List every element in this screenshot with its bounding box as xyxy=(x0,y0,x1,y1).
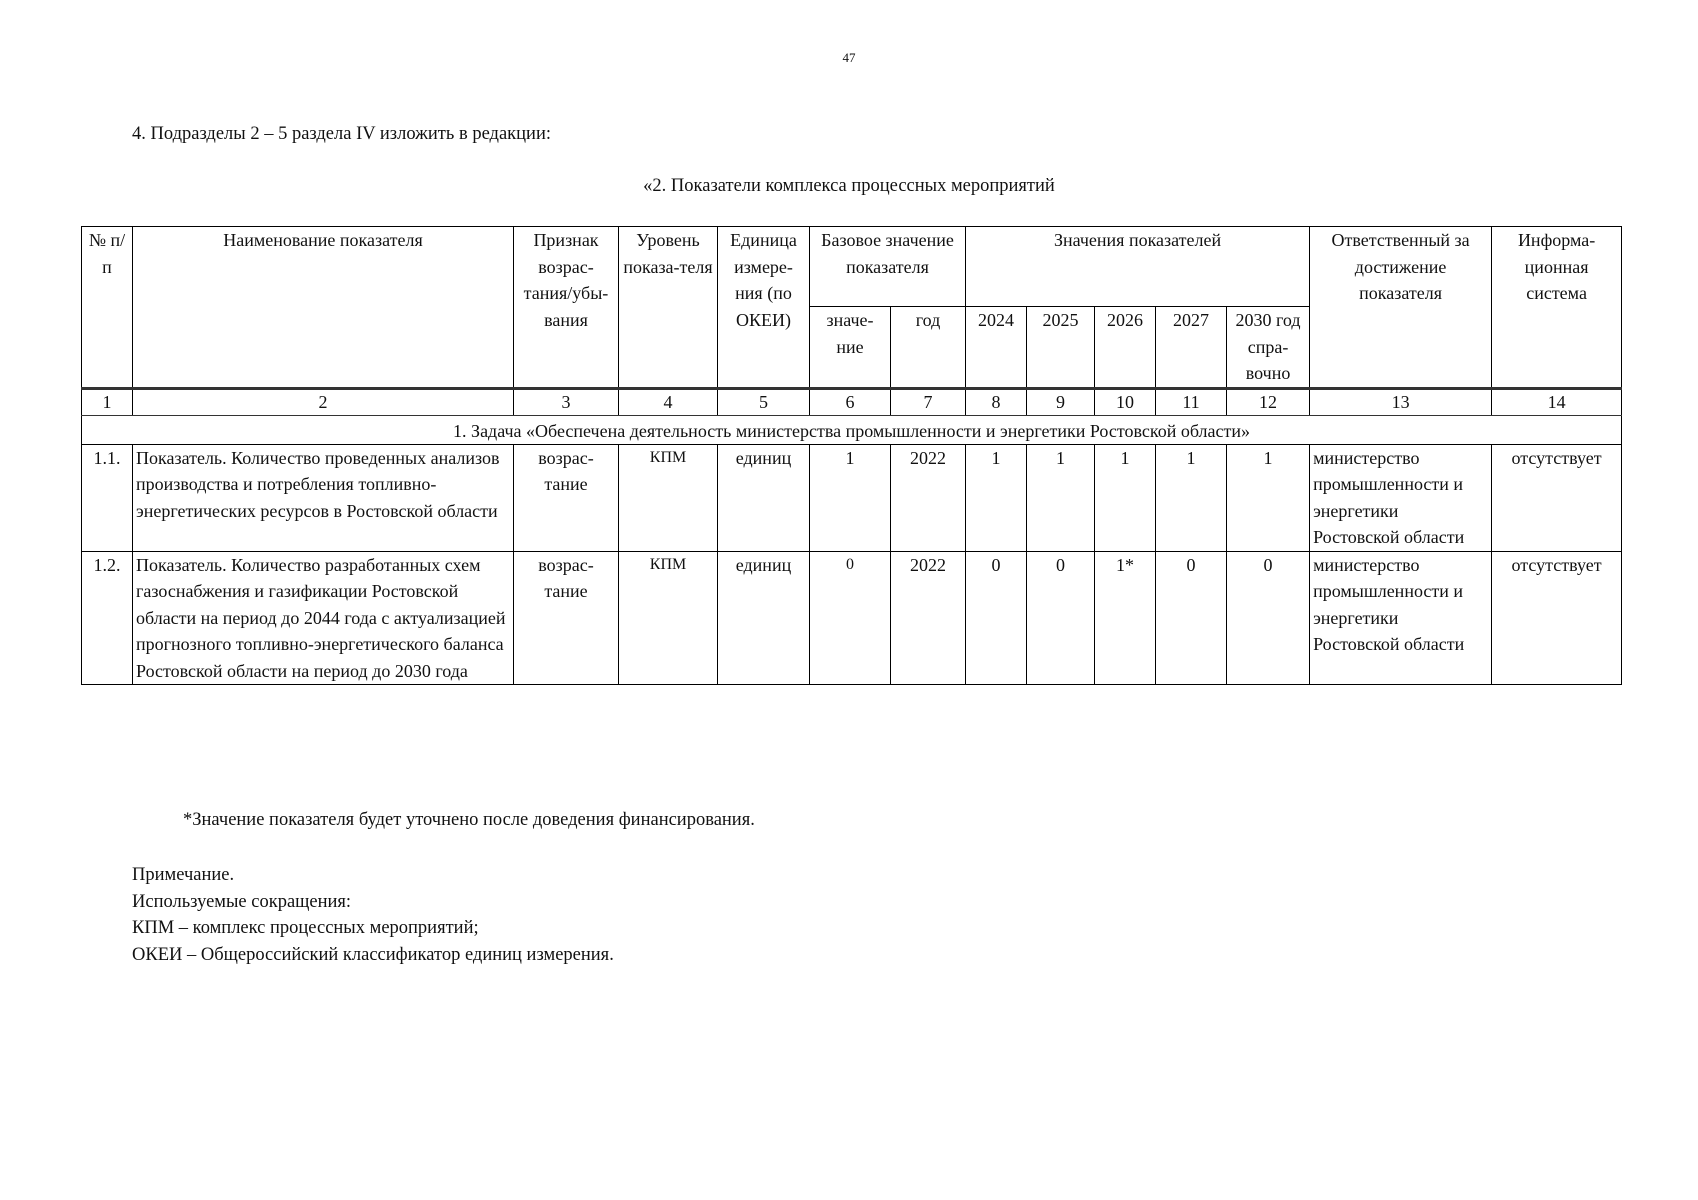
row-num: 1.2. xyxy=(82,551,133,685)
row-base-year: 2022 xyxy=(891,551,966,685)
header-year-2026: 2026 xyxy=(1095,307,1156,389)
header-values: Значения показателей xyxy=(966,227,1310,307)
row-sign: возрас-тание xyxy=(514,444,619,551)
footnote: *Значение показателя будет уточнено после доведения финансирования. xyxy=(183,810,755,830)
header-base-year: год xyxy=(891,307,966,389)
row-level: КПМ xyxy=(619,444,718,551)
header-year-2027: 2027 xyxy=(1156,307,1227,389)
column-number: 5 xyxy=(718,388,810,415)
row-value-2026: 1* xyxy=(1095,551,1156,685)
row-value-2024: 1 xyxy=(966,444,1027,551)
intro-paragraph: 4. Подразделы 2 – 5 раздела IV изложить в редакции: xyxy=(132,124,551,144)
column-number: 14 xyxy=(1492,388,1622,415)
note-line: ОКЕИ – Общероссийский классификатор единиц измерения. xyxy=(132,944,614,965)
header-level: Уровень показа-теля xyxy=(619,227,718,389)
row-value-2027: 0 xyxy=(1156,551,1227,685)
row-info-system: отсутствует xyxy=(1492,551,1622,685)
row-base-year: 2022 xyxy=(891,444,966,551)
header-year-2025: 2025 xyxy=(1027,307,1095,389)
row-value-2026: 1 xyxy=(1095,444,1156,551)
column-number: 11 xyxy=(1156,388,1227,415)
header-row-1 xyxy=(82,227,1622,307)
row-unit: единиц xyxy=(718,444,810,551)
row-responsible: министерство промышленности и энергетики Ростовской области xyxy=(1310,551,1492,685)
header-year-2030: 2030 год спра-вочно xyxy=(1227,307,1310,389)
row-value-2025: 0 xyxy=(1027,551,1095,685)
column-number: 12 xyxy=(1227,388,1310,415)
column-number: 7 xyxy=(891,388,966,415)
task-title: 1. Задача «Обеспечена деятельность министерства промышленности и энергетики Ростовской области» xyxy=(82,415,1622,444)
table-row xyxy=(82,444,1622,551)
column-number: 4 xyxy=(619,388,718,415)
row-responsible: министерство промышленности и энергетики Ростовской области xyxy=(1310,444,1492,551)
header-unit: Единица измере-ния (по ОКЕИ) xyxy=(718,227,810,389)
column-number: 13 xyxy=(1310,388,1492,415)
row-value-2024: 0 xyxy=(966,551,1027,685)
row-info-system: отсутствует xyxy=(1492,444,1622,551)
column-number: 9 xyxy=(1027,388,1095,415)
row-unit: единиц xyxy=(718,551,810,685)
row-num: 1.1. xyxy=(82,444,133,551)
indicators-table xyxy=(81,226,1622,685)
header-sign: Признак возрас-тания/убы-вания xyxy=(514,227,619,389)
column-number: 8 xyxy=(966,388,1027,415)
header-base: Базовое значение показателя xyxy=(810,227,966,307)
note-line: КПМ – комплекс процессных мероприятий; xyxy=(132,918,479,938)
column-number: 1 xyxy=(82,388,133,415)
header-num: № п/п xyxy=(82,227,133,389)
row-sign: возрас-тание xyxy=(514,551,619,685)
row-base-value: 0 xyxy=(810,551,891,685)
note-heading: Примечание. xyxy=(132,865,235,885)
column-number: 6 xyxy=(810,388,891,415)
header-info-system: Информа-ционная система xyxy=(1492,227,1622,389)
page-number: 47 xyxy=(842,50,856,65)
row-name: Показатель. Количество разработанных схем газоснабжения и газификации Ростовской области на период до 2044 года с актуализацией прогнозного топливно-энергетического баланса Ростовской области на период до 2030 года xyxy=(133,551,514,685)
column-number: 2 xyxy=(133,388,514,415)
header-name: Наименование показателя xyxy=(133,227,514,389)
header-year-2024: 2024 xyxy=(966,307,1027,389)
column-number: 10 xyxy=(1095,388,1156,415)
table-row xyxy=(82,551,1622,685)
column-number: 3 xyxy=(514,388,619,415)
table-title: «2. Показатели комплекса процессных мероприятий xyxy=(643,176,1055,196)
header-base-value: значе-ние xyxy=(810,307,891,389)
row-name: Показатель. Количество проведенных анализов производства и потребления топливно-энергетических ресурсов в Ростовской области xyxy=(133,444,514,551)
row-level: КПМ xyxy=(619,551,718,685)
column-numbers-row xyxy=(82,388,1622,415)
row-base-value: 1 xyxy=(810,444,891,551)
task-row xyxy=(82,415,1622,444)
row-value-2030: 1 xyxy=(1227,444,1310,551)
row-value-2025: 1 xyxy=(1027,444,1095,551)
row-value-2030: 0 xyxy=(1227,551,1310,685)
header-responsible: Ответственный за достижение показателя xyxy=(1310,227,1492,389)
notes-section xyxy=(132,862,614,968)
note-line: Используемые сокращения: xyxy=(132,891,352,912)
row-value-2027: 1 xyxy=(1156,444,1227,551)
